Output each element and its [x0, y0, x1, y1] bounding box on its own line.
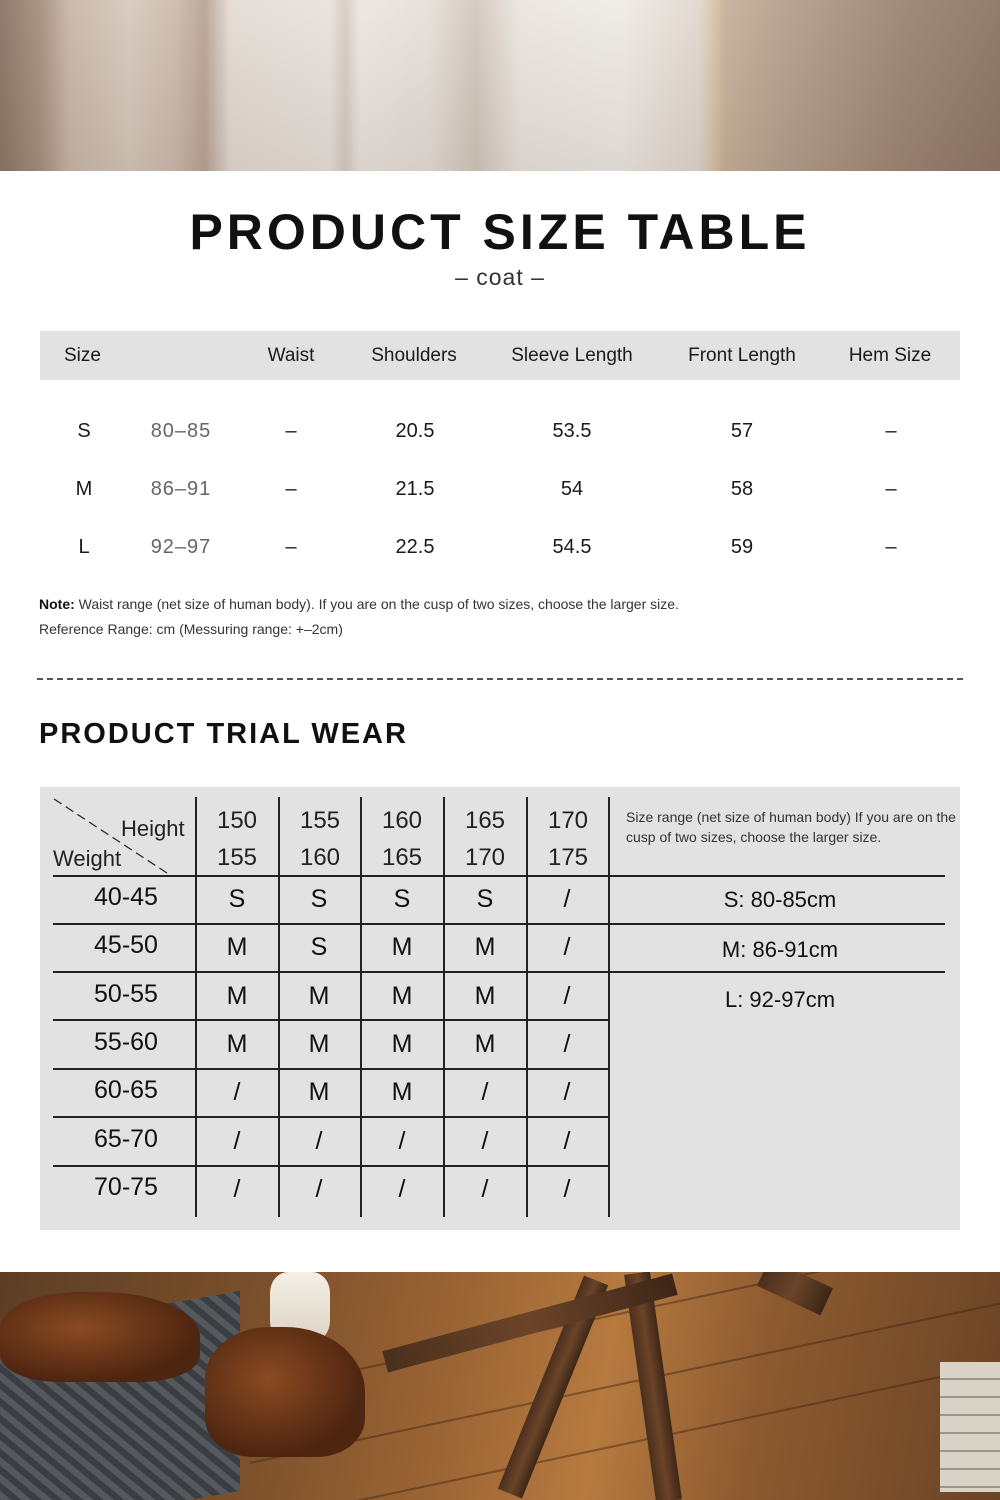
trial-size-cell: M [308, 1078, 330, 1107]
grid-line [278, 797, 280, 1217]
range-cell: 80–85 [150, 420, 212, 442]
height-col-4-top: 165 [464, 807, 506, 834]
trial-size-cell: / [233, 1078, 241, 1107]
height-col-4-bottom: 170 [464, 844, 506, 871]
trial-size-cell: / [233, 1174, 241, 1203]
trial-size-cell: S [310, 885, 328, 913]
sleeve-cell: 54 [560, 478, 584, 500]
grid-line [53, 1068, 610, 1070]
waist-cell: – [285, 536, 297, 558]
trial-size-cell: / [398, 1174, 406, 1203]
grid-line [526, 797, 528, 1217]
height-col-2-bottom: 160 [299, 844, 341, 871]
trial-size-cell: / [563, 885, 571, 913]
bottom-lifestyle-photo [0, 1272, 1000, 1500]
range-cell: 86–91 [150, 478, 212, 500]
sleeve-cell: 54.5 [552, 536, 592, 558]
height-col-5-bottom: 175 [547, 844, 589, 871]
trial-size-cell: M [474, 933, 496, 962]
trial-size-cell: / [481, 1126, 489, 1155]
weight-row-label: 40-45 [94, 883, 158, 911]
reference-note: Reference Range: cm (Messuring range: +–2cm) [39, 621, 343, 637]
front-cell: 58 [730, 478, 754, 500]
header-waist: Waist [267, 345, 315, 366]
height-col-1-bottom: 155 [216, 844, 258, 871]
weight-row-label: 55-60 [94, 1027, 158, 1056]
grid-line [53, 1116, 610, 1118]
note-label: Note: [39, 596, 75, 612]
top-lifestyle-photo [0, 0, 1000, 171]
size-cell: S [77, 420, 91, 442]
weight-label: Weight [53, 846, 122, 871]
height-label: Height [121, 816, 185, 841]
front-cell: 57 [730, 420, 754, 442]
header-front-length: Front Length [688, 345, 796, 366]
trial-size-cell: / [481, 1174, 489, 1203]
size-cell: M [75, 478, 93, 500]
trial-wear-table [40, 787, 960, 1230]
height-col-5-top: 170 [547, 807, 589, 834]
waist-cell: – [285, 420, 297, 442]
trial-size-cell: S [228, 885, 246, 913]
sleeve-cell: 53.5 [552, 420, 592, 442]
grid-line [443, 797, 445, 1217]
trial-size-cell: / [563, 1174, 571, 1203]
waist-cell: – [285, 478, 297, 500]
trial-size-cell: M [391, 933, 413, 962]
trial-wear-title: PRODUCT TRIAL WEAR [39, 718, 408, 750]
weight-row-label: 60-65 [94, 1076, 158, 1105]
trial-size-cell: / [563, 981, 571, 1010]
trial-size-cell: / [563, 933, 571, 962]
trial-size-cell: / [398, 1126, 406, 1155]
height-col-3-bottom: 165 [381, 844, 423, 871]
height-col-1-top: 150 [216, 807, 258, 834]
size-note [39, 596, 679, 612]
header-sleeve-length: Sleeve Length [511, 345, 633, 366]
height-col-2-top: 155 [299, 807, 341, 834]
size-range-m: M: 86-91cm [721, 937, 839, 962]
dashed-divider [37, 678, 963, 680]
size-row-m [40, 474, 960, 504]
trial-size-cell: / [315, 1174, 323, 1203]
trial-size-cell: / [481, 1078, 489, 1107]
grid-line [53, 875, 945, 877]
weight-row-label: 70-75 [94, 1172, 158, 1201]
grid-line [53, 971, 945, 973]
trial-size-cell: / [315, 1126, 323, 1155]
trial-size-cell: S [310, 933, 328, 962]
size-range-note: Size range (net size of human body) If you are on the cusp of two sizes, choose the larger size. [626, 809, 956, 845]
trial-size-cell: S [393, 885, 411, 913]
page-subtitle: – coat – [455, 264, 545, 290]
hem-cell: – [885, 420, 897, 442]
size-table-header [40, 331, 960, 380]
hem-cell: – [885, 478, 897, 500]
size-range-s: S: 80-85cm [723, 887, 837, 912]
header-hem-size: Hem Size [848, 345, 932, 366]
trial-size-cell: / [563, 1029, 571, 1058]
grid-line [608, 797, 610, 1217]
trial-size-cell: / [233, 1126, 241, 1155]
header-size: Size [64, 345, 101, 366]
loafer-shoe [0, 1292, 200, 1382]
shoulders-cell: 21.5 [395, 478, 435, 500]
front-cell: 59 [730, 536, 754, 558]
size-row-s [40, 416, 960, 446]
range-cell: 92–97 [150, 536, 212, 558]
hem-cell: – [885, 536, 897, 558]
size-cell: L [78, 536, 90, 558]
trial-size-cell: M [474, 981, 496, 1010]
stool-leg [757, 1272, 833, 1315]
trial-size-cell: M [226, 981, 248, 1010]
size-range-l: L: 92-97cm [724, 987, 836, 1012]
page-title: PRODUCT SIZE TABLE [189, 204, 811, 260]
trial-size-cell: M [474, 1029, 496, 1058]
trial-size-cell: / [563, 1126, 571, 1155]
header-shoulders: Shoulders [371, 345, 457, 366]
grid-line [53, 923, 945, 925]
weight-row-label: 65-70 [94, 1124, 158, 1153]
trial-size-cell: / [563, 1078, 571, 1107]
weight-row-label: 50-55 [94, 979, 158, 1008]
size-row-l [40, 532, 960, 562]
note-text: Waist range (net size of human body). If you are on the cusp of two sizes, choose the larger size. [74, 596, 679, 612]
shoulders-cell: 20.5 [395, 420, 435, 442]
grid-line [53, 1019, 610, 1021]
weight-row-label: 45-50 [94, 931, 158, 960]
trial-size-cell: M [391, 1029, 413, 1058]
trial-size-cell: M [226, 933, 248, 962]
trial-size-cell: M [308, 981, 330, 1010]
trial-size-cell: M [226, 1029, 248, 1058]
height-col-3-top: 160 [381, 807, 423, 834]
loafer-shoe [205, 1327, 365, 1457]
book-stack [940, 1362, 1000, 1492]
trial-size-cell: M [391, 981, 413, 1010]
trial-size-cell: S [476, 885, 494, 913]
trial-size-cell: M [308, 1029, 330, 1058]
shoulders-cell: 22.5 [395, 536, 435, 558]
grid-line [360, 797, 362, 1217]
trial-size-cell: M [391, 1078, 413, 1107]
grid-line [53, 1165, 610, 1167]
